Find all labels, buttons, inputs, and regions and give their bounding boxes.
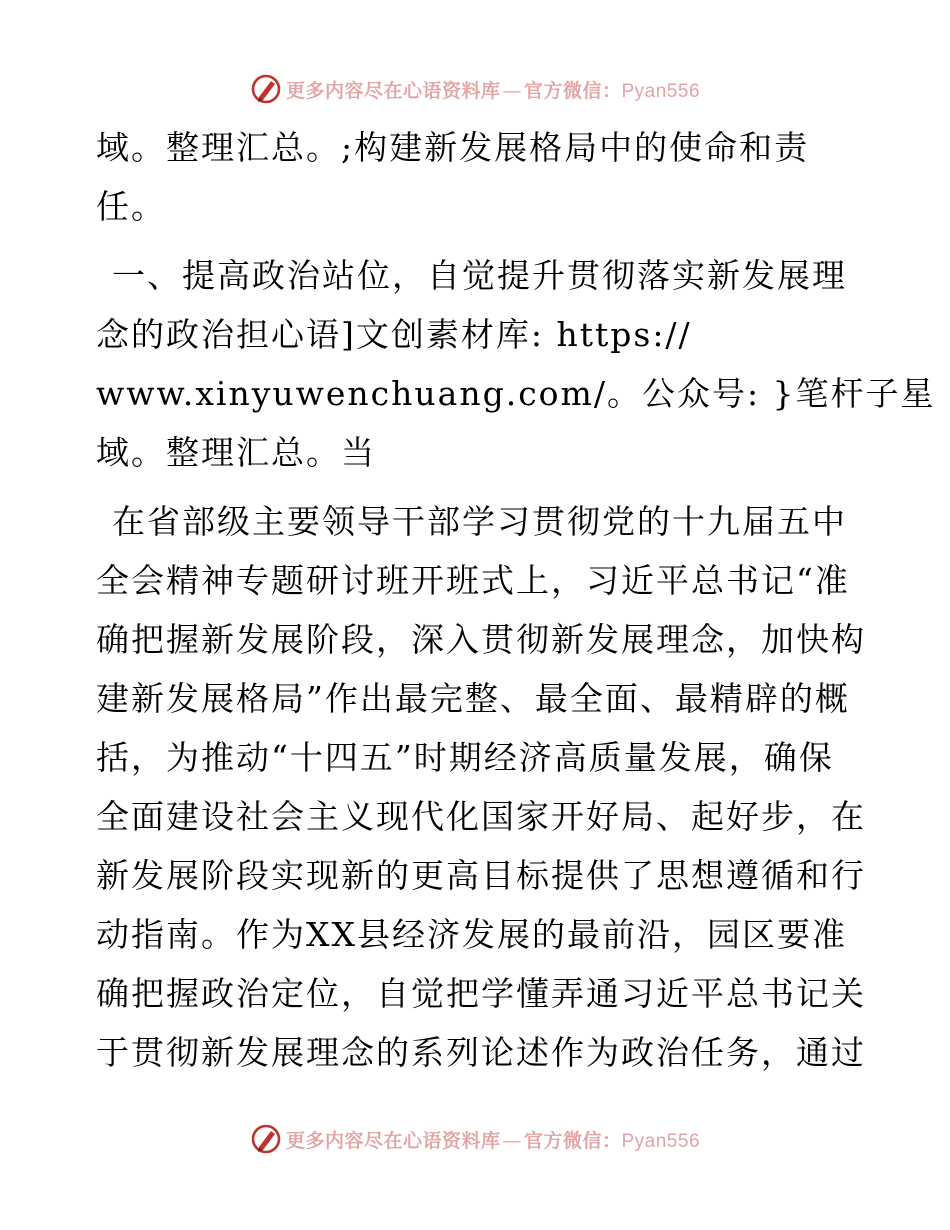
header-banner-text: 更多内容尽在心语资料库 — 官方微信：Pyan556 bbox=[285, 79, 701, 102]
text-line: 全面建设社会主义现代化国家开好局、起好步，在 bbox=[96, 797, 866, 836]
text-line: 确把握新发展阶段，深入贯彻新发展理念，加快构 bbox=[96, 620, 866, 659]
footer-banner-text: 更多内容尽在心语资料库 — 官方微信：Pyan556 bbox=[285, 1129, 701, 1152]
text-line: 新发展阶段实现新的更高目标提供了思想遵循和行 bbox=[96, 856, 866, 895]
body-paragraph bbox=[96, 492, 866, 1082]
text-line: 建新发展格局”作出最完整、最全面、最精辟的概 bbox=[96, 679, 850, 718]
pen-logo-icon bbox=[250, 1123, 282, 1155]
pen-logo-icon bbox=[250, 73, 282, 105]
text-line: 确把握政治定位，自觉把学懂弄通习近平总书记关 bbox=[96, 974, 866, 1013]
text-line: 动指南。作为XX县经济发展的最前沿，园区要准 bbox=[96, 915, 847, 954]
paragraph-continuation bbox=[96, 118, 856, 236]
text-line: 域。整理汇总。;构建新发展格局中的使命和责 bbox=[96, 128, 810, 167]
text-line: 全会精神专题研讨班开班式上，习近平总书记“准 bbox=[96, 561, 850, 600]
footer-banner bbox=[0, 1122, 950, 1156]
header-banner bbox=[0, 72, 950, 106]
text-line: 念的政治担心语]文创素材库: https:// bbox=[96, 315, 692, 354]
text-line: 括，为推动“十四五”时期经济高质量发展，确保 bbox=[96, 738, 834, 777]
section-heading bbox=[96, 246, 936, 482]
text-line: 任。 bbox=[96, 187, 166, 226]
text-line: 一、提高政治站位，自觉提升贯彻落实新发展理 bbox=[112, 256, 847, 295]
text-line: 在省部级主要领导干部学习贯彻党的十九届五中 bbox=[112, 502, 847, 541]
text-line: 域。整理汇总。当 bbox=[96, 433, 376, 472]
text-line: 于贯彻新发展理念的系列论述作为政治任务，通过 bbox=[96, 1033, 866, 1072]
text-line: www.xinyuwenchuang.com/。公众号: }笔杆子星 bbox=[96, 374, 936, 413]
document-body bbox=[96, 118, 936, 1082]
